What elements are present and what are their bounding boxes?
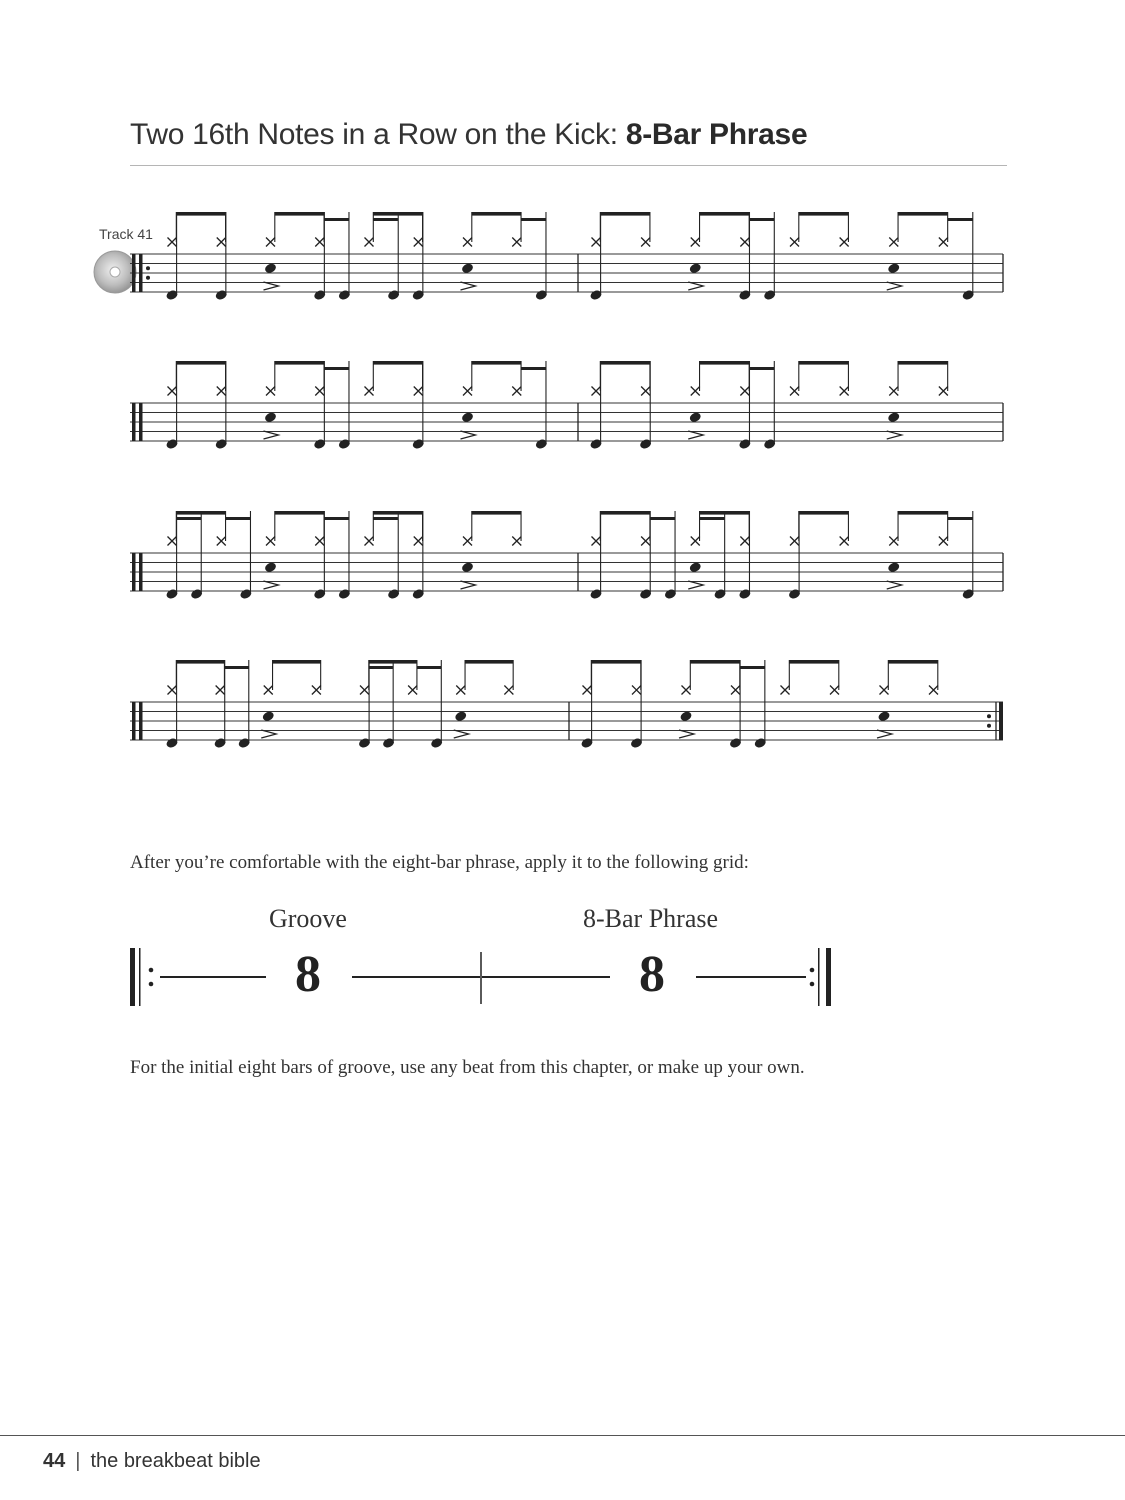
outro-paragraph: For the initial eight bars of groove, use any beat from this chapter, or make up your own. — [130, 1057, 805, 1078]
note-beam — [275, 511, 324, 515]
hihat-note — [264, 686, 273, 695]
hihat-note — [889, 387, 898, 396]
hihat-note — [641, 387, 650, 396]
footer-separator: | — [75, 1450, 81, 1472]
hihat-note — [414, 537, 423, 546]
hihat-note — [504, 686, 513, 695]
accent-mark — [679, 730, 694, 738]
hihat-note — [365, 238, 374, 247]
note-beam-16th — [521, 367, 546, 370]
cd-icon[interactable] — [94, 251, 136, 293]
accent-mark — [454, 730, 469, 738]
note-beam — [275, 212, 324, 216]
hihat-note — [414, 238, 423, 247]
hihat-note — [830, 686, 839, 695]
accent-mark — [688, 282, 703, 290]
note-beam-16th — [373, 517, 398, 520]
note-beam — [176, 660, 224, 664]
hihat-note — [939, 387, 948, 396]
note-beam-16th — [700, 517, 725, 520]
phrase-bar-count: 8 — [639, 946, 665, 1003]
intro-paragraph: After you’re comfortable with the eight-bar phrase, apply it to the following grid: — [130, 852, 749, 873]
hihat-note — [790, 537, 799, 546]
note-beam — [690, 660, 740, 664]
hihat-note — [365, 537, 374, 546]
note-beam-16th — [369, 666, 393, 669]
note-beam-16th — [749, 367, 774, 370]
accent-mark — [461, 431, 476, 439]
hihat-note — [512, 238, 521, 247]
repeat-dot — [146, 276, 150, 280]
page-footer — [43, 1450, 261, 1473]
note-beam-16th — [749, 218, 774, 221]
hihat-note — [217, 537, 226, 546]
hihat-note — [731, 686, 740, 695]
hihat-note — [583, 686, 592, 695]
hihat-note — [641, 238, 650, 247]
hihat-note — [592, 238, 601, 247]
hihat-note — [360, 686, 369, 695]
grid-repeat-start — [130, 948, 135, 1006]
percussion-clef — [132, 702, 136, 740]
note-beam-16th — [226, 517, 251, 520]
note-beam — [176, 361, 225, 365]
note-beam-16th — [176, 517, 201, 520]
hihat-note — [512, 537, 521, 546]
accent-mark — [877, 730, 892, 738]
hihat-note — [840, 387, 849, 396]
note-beam — [700, 361, 750, 365]
hihat-note — [691, 238, 700, 247]
note-beam — [600, 361, 650, 365]
accent-mark — [887, 431, 902, 439]
hihat-note — [641, 537, 650, 546]
hihat-note — [929, 686, 938, 695]
note-beam-16th — [948, 218, 973, 221]
note-beam-16th — [324, 367, 349, 370]
hihat-note — [463, 238, 472, 247]
note-beam — [799, 212, 849, 216]
hihat-note — [691, 387, 700, 396]
accent-mark — [887, 581, 902, 589]
note-beam — [472, 212, 521, 216]
hihat-note — [691, 537, 700, 546]
note-beam — [472, 511, 521, 515]
hihat-note — [939, 238, 948, 247]
note-beam — [600, 511, 650, 515]
note-beam — [591, 660, 641, 664]
hihat-note — [315, 387, 324, 396]
hihat-note — [168, 686, 177, 695]
repeat-dot — [987, 714, 991, 718]
note-beam — [888, 660, 938, 664]
track-label: Track 41 — [99, 226, 153, 242]
note-beam — [275, 361, 324, 365]
repeat-dot — [987, 724, 991, 728]
accent-mark — [461, 581, 476, 589]
percussion-clef — [132, 553, 136, 591]
hihat-note — [216, 686, 225, 695]
note-beam-16th — [224, 666, 248, 669]
note-beam — [273, 660, 321, 664]
hihat-note — [365, 387, 374, 396]
percussion-clef — [132, 403, 136, 441]
grid-label-phrase: 8-Bar Phrase — [583, 904, 719, 933]
note-beam-16th — [521, 218, 546, 221]
hihat-note — [266, 387, 275, 396]
book-title: the breakbeat bible — [90, 1450, 261, 1472]
hihat-note — [266, 537, 275, 546]
hihat-note — [889, 238, 898, 247]
hihat-note — [168, 238, 177, 247]
note-beam-16th — [324, 218, 349, 221]
practice-grid — [0, 940, 1125, 1020]
hihat-note — [315, 537, 324, 546]
hihat-note — [740, 238, 749, 247]
hihat-note — [781, 686, 790, 695]
note-beam-16th — [740, 666, 765, 669]
hihat-note — [592, 387, 601, 396]
hihat-note — [512, 387, 521, 396]
hihat-note — [463, 537, 472, 546]
accent-mark — [461, 282, 476, 290]
accent-mark — [688, 431, 703, 439]
note-beam — [176, 212, 225, 216]
grid-label-groove: Groove — [269, 904, 347, 933]
accent-mark — [264, 581, 279, 589]
hihat-note — [592, 537, 601, 546]
hihat-note — [740, 537, 749, 546]
note-beam — [373, 361, 422, 365]
note-beam — [600, 212, 650, 216]
percussion-clef — [132, 254, 136, 292]
note-beam-16th — [324, 517, 349, 520]
note-beam — [465, 660, 513, 664]
note-beam — [799, 511, 849, 515]
page-number: 44 — [43, 1450, 66, 1472]
accent-mark — [887, 282, 902, 290]
hihat-note — [682, 686, 691, 695]
accent-mark — [688, 581, 703, 589]
hihat-note — [217, 238, 226, 247]
hihat-note — [456, 686, 465, 695]
repeat-dot — [146, 266, 150, 270]
final-barline — [999, 702, 1003, 740]
grid-repeat-end — [826, 948, 831, 1006]
title-main: Two 16th Notes in a Row on the Kick: — [130, 118, 626, 151]
hihat-note — [840, 537, 849, 546]
hihat-note — [315, 238, 324, 247]
hihat-note — [266, 238, 275, 247]
hihat-note — [217, 387, 226, 396]
note-beam — [898, 511, 948, 515]
note-beam-16th — [373, 218, 398, 221]
hihat-note — [408, 686, 417, 695]
note-beam — [898, 361, 948, 365]
hihat-note — [740, 387, 749, 396]
groove-bar-count: 8 — [295, 946, 321, 1003]
hihat-note — [790, 387, 799, 396]
hihat-note — [168, 387, 177, 396]
hihat-note — [939, 537, 948, 546]
note-beam — [898, 212, 948, 216]
note-beam-16th — [417, 666, 441, 669]
note-beam — [799, 361, 849, 365]
hihat-note — [880, 686, 889, 695]
footer-divider — [0, 1435, 1125, 1436]
note-beam — [700, 212, 750, 216]
hihat-note — [463, 387, 472, 396]
accent-mark — [261, 730, 276, 738]
hihat-note — [840, 238, 849, 247]
accent-mark — [264, 431, 279, 439]
note-beam — [472, 361, 521, 365]
accent-mark — [264, 282, 279, 290]
hihat-note — [790, 238, 799, 247]
note-beam — [789, 660, 839, 664]
title-bold: 8-Bar Phrase — [625, 118, 808, 151]
note-beam-16th — [650, 517, 675, 520]
hihat-note — [168, 537, 177, 546]
note-beam-16th — [948, 517, 973, 520]
hihat-note — [312, 686, 321, 695]
hihat-note — [889, 537, 898, 546]
hihat-note — [632, 686, 641, 695]
hihat-note — [414, 387, 423, 396]
